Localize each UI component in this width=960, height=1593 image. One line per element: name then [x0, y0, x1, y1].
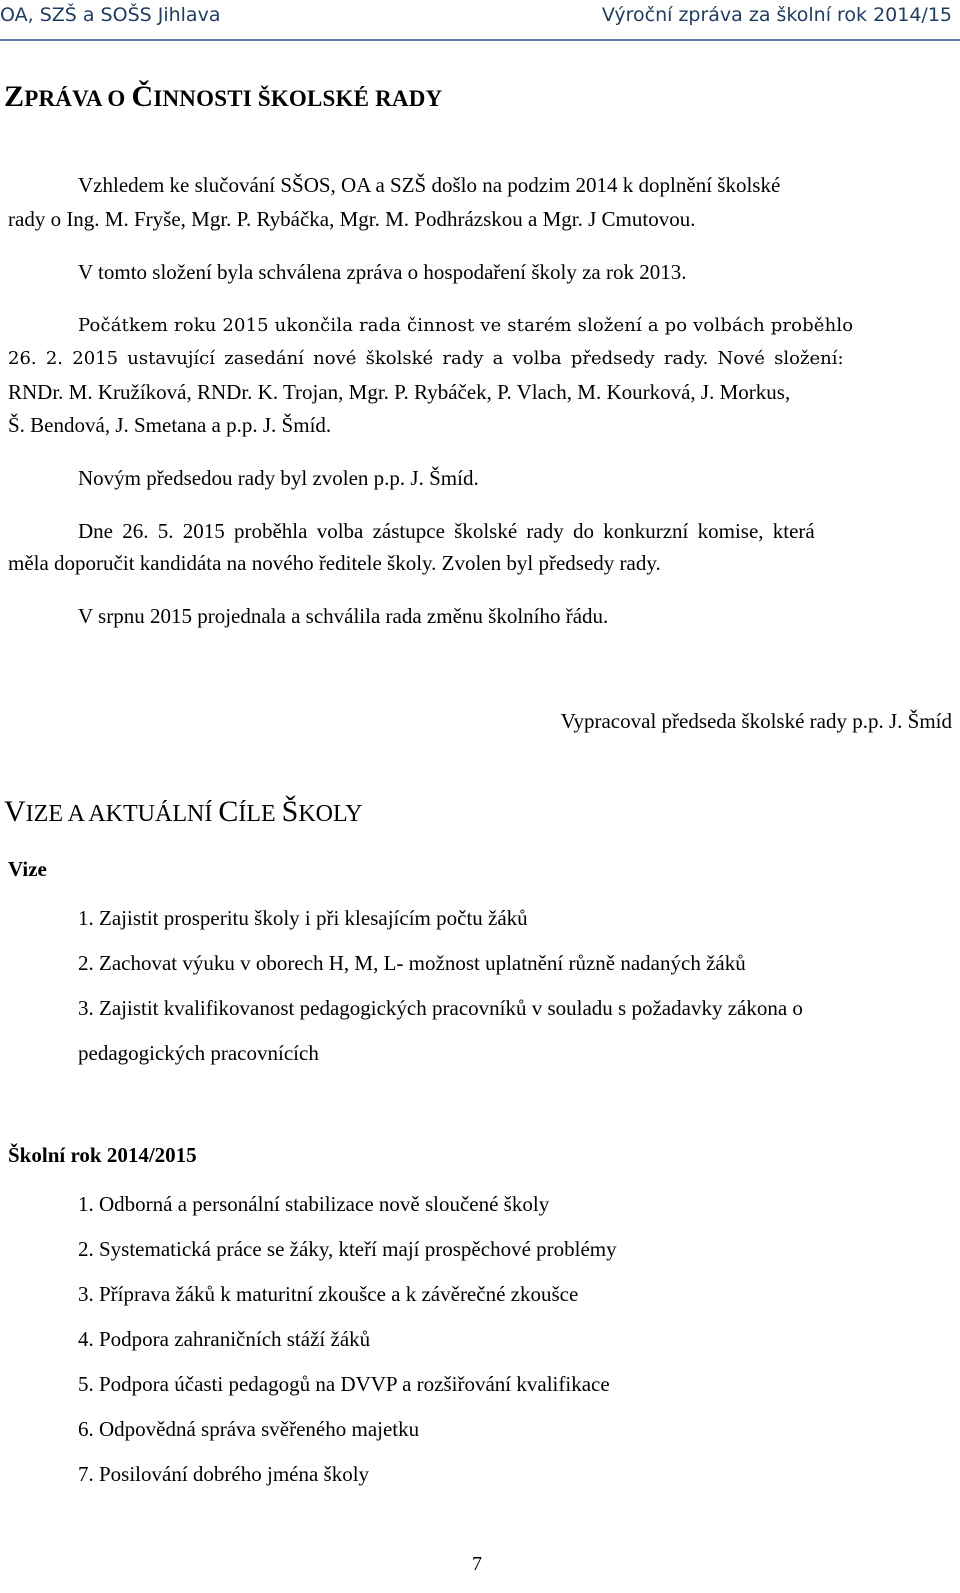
page-number: 7: [472, 1553, 482, 1575]
list-item: 5. Podpora účasti pedagogů na DVVP a rozšiřování kvalifikace: [78, 1372, 610, 1396]
paragraph-line: Dne 26. 5. 2015 proběhla volba zástupce školské rady do konkurzní komise, která: [78, 519, 815, 543]
paragraph: V tomto složení byla schválena zpráva o hospodaření školy za rok 2013.: [78, 260, 687, 284]
paragraph-line: Počátkem roku 2015 ukončila rada činnost ve starém složení a po volbách proběhlo: [78, 315, 854, 336]
paragraph-line: Š. Bendová, J. Smetana a p.p. J. Šmíd.: [8, 413, 332, 437]
header-divider: [0, 39, 960, 41]
signature: Vypracoval předseda školské rady p.p. J. Šmíd: [560, 709, 952, 733]
list-item: 1. Zajistit prosperitu školy i při klesajícím počtu žáků: [78, 906, 528, 930]
list-item: 3. Příprava žáků k maturitní zkoušce a k závěrečné zkoušce: [78, 1282, 579, 1306]
subheading-vize: Vize: [8, 857, 47, 881]
title-initial: V: [4, 795, 26, 828]
paragraph: V srpnu 2015 projednala a schválila rada změnu školního řádu.: [78, 604, 609, 628]
paragraph-line: měla doporučit kandidáta na nového ředitele školy. Zvolen byl předsedy rady.: [8, 551, 661, 575]
title-initial: Z: [4, 80, 25, 113]
list-item: 2. Zachovat výuku v oborech H, M, L- možnost uplatnění různě nadaných žáků: [78, 951, 746, 975]
title-initial: Č: [131, 80, 154, 113]
title-part: IZE A AKTUÁLNÍ: [25, 801, 219, 827]
list-item: 3. Zajistit kvalifikovanost pedagogických pracovníků v souladu s požadavky zákona o: [78, 996, 803, 1020]
header-left: OA, SZŠ a SOŠS Jihlava: [0, 4, 221, 26]
title-part: ÍLE: [238, 801, 282, 827]
title-part: INNOSTI ŠKOLSKÉ RADY: [153, 86, 443, 111]
section-title-school-board: [4, 80, 442, 114]
title-part: PRÁVA O: [24, 86, 132, 111]
paragraph-line: 26. 2. 2015 ustavující zasedání nové školské rady a volba předsedy rady. Nové složení:: [8, 348, 844, 369]
header-right: Výroční zpráva za školní rok 2014/15: [601, 4, 952, 26]
title-initial: Š: [281, 795, 299, 828]
list-item: 2. Systematická práce se žáky, kteří mají prospěchové problémy: [78, 1237, 617, 1261]
title-initial: C: [218, 795, 239, 828]
list-item: 4. Podpora zahraničních stáží žáků: [78, 1327, 371, 1351]
paragraph-line: Vzhledem ke slučování SŠOS, OA a SZŠ došlo na podzim 2014 k doplnění školské: [78, 173, 781, 197]
paragraph-line: RNDr. M. Kružíková, RNDr. K. Trojan, Mgr. P. Rybáček, P. Vlach, M. Kourková, J. Morkus,: [8, 380, 791, 404]
list-item: 6. Odpovědná správa svěřeného majetku: [78, 1417, 420, 1441]
list-item: 7. Posilování dobrého jména školy: [78, 1462, 370, 1486]
paragraph-line: rady o Ing. M. Fryše, Mgr. P. Rybáčka, Mgr. M. Podhrázskou a Mgr. J Cmutovou.: [8, 207, 696, 231]
list-item: 1. Odborná a personální stabilizace nově sloučené školy: [78, 1192, 550, 1216]
paragraph: Novým předsedou rady byl zvolen p.p. J. Šmíd.: [78, 466, 479, 490]
subheading-school-year: Školní rok 2014/2015: [8, 1143, 197, 1167]
section-title-vision: [4, 795, 363, 829]
title-part: KOLY: [298, 801, 363, 827]
list-item: pedagogických pracovnících: [78, 1041, 319, 1065]
